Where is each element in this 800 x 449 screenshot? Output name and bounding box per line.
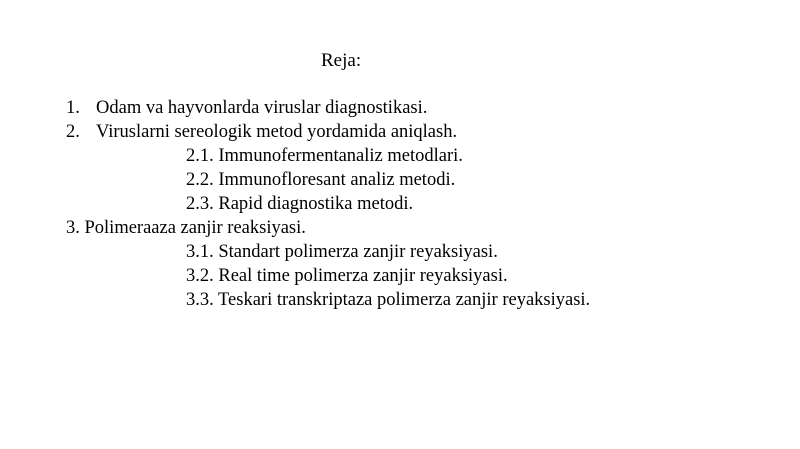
- plan-subitem-2-2: 2.2. Immunofloresant analiz metodi.: [186, 170, 456, 190]
- slide-title: Reja:: [321, 50, 362, 71]
- plan-subitem-3-3: 3.3. Teskari transkriptaza polimerza zanjir reyaksiyasi.: [186, 290, 591, 310]
- plan-item-text: Odam va hayvonlarda viruslar diagnostikasi.: [96, 98, 428, 118]
- plan-subitem-2-3: 2.3. Rapid diagnostika metodi.: [186, 194, 414, 214]
- plan-item-2: [66, 120, 457, 144]
- plan-item-text: Viruslarni sereologik metod yordamida aniqlash.: [96, 122, 458, 142]
- plan-subitem-3-2: 3.2. Real time polimerza zanjir reyaksiyasi.: [186, 266, 508, 286]
- plan-item-number: 2.: [66, 122, 80, 142]
- plan-item-3: 3. Polimeraaza zanjir reaksiyasi.: [66, 218, 306, 238]
- plan-subitem-2-1: 2.1. Immunofermentanaliz metodlari.: [186, 146, 463, 166]
- plan-item-1: [66, 96, 427, 120]
- plan-item-number: 1.: [66, 98, 80, 118]
- plan-subitem-3-1: 3.1. Standart polimerza zanjir reyaksiyasi.: [186, 242, 498, 262]
